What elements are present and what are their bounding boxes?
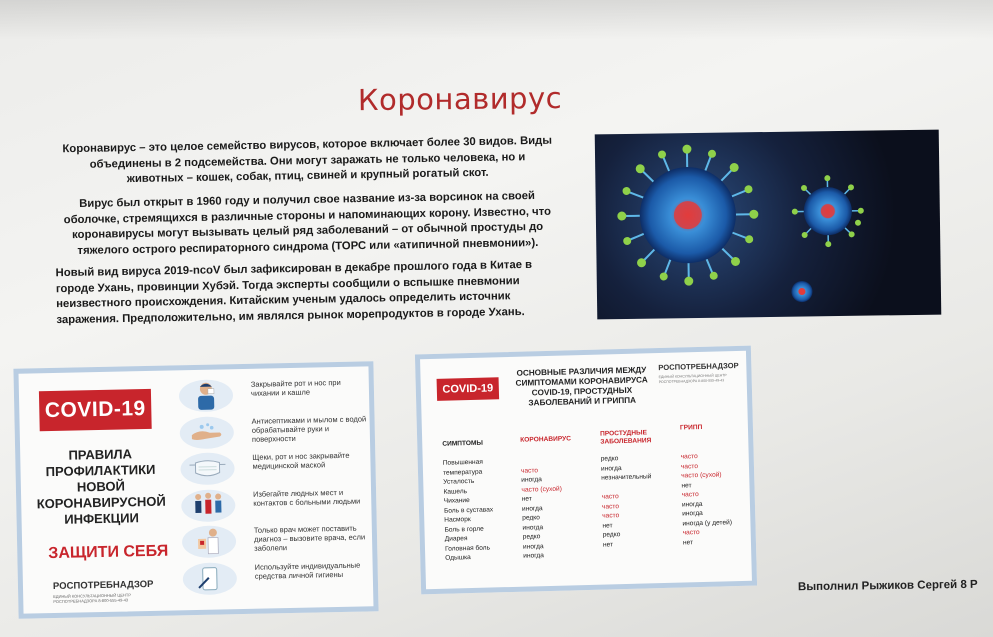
hygiene-icon	[183, 562, 238, 595]
symptoms-table-card	[415, 346, 757, 595]
table-cell: нет	[521, 495, 532, 503]
hand-wash-icon	[179, 416, 234, 449]
table-cell: иногда	[522, 523, 544, 532]
table-cell: нет	[682, 538, 694, 546]
table-cell: часто	[601, 493, 619, 501]
tip-text: Используйте индивидуальные средства личной гигиены	[254, 560, 361, 581]
table-cell: часто (сухой)	[681, 471, 722, 480]
table-cell: Чихание	[443, 497, 470, 505]
virus-icon	[595, 130, 942, 320]
table-body	[443, 451, 746, 563]
protect-yourself-label: ЗАЩИТИ СЕБЯ	[48, 542, 169, 563]
paragraph-2: Вирус был открыт в 1960 году и получил свое название из-за ворсинок на своей оболочке, стремящихся в различные стороны и напоминающих корону. Известно, что коронавирусы могут вызывать целый ряд заболеваний – от обычной простуды до тяжелого острого респираторного синдрома (ТОРС или «атипичной пневмонии»).	[63, 190, 552, 257]
tips-list	[179, 374, 374, 597]
table-cell: Усталость	[443, 477, 475, 486]
table-cell: Кашель	[443, 487, 468, 496]
tip-item	[179, 411, 370, 451]
tip-item	[182, 557, 373, 597]
table-cell: Одышка	[445, 554, 471, 562]
tip-text: Антисептиками и мылом с водой обрабатывайте руки и поверхности	[251, 413, 367, 444]
cough-icon	[179, 379, 234, 412]
org-subtitle: ЕДИНЫЙ КОНСУЛЬТАЦИОННЫЙ ЦЕНТР РОСПОТРЕБНАДЗОРА 8-800-555-49-43	[658, 373, 727, 384]
tip-item	[180, 447, 371, 487]
table-cell: иногда	[522, 542, 544, 551]
org-subtitle: ЕДИНЫЙ КОНСУЛЬТАЦИОННЫЙ ЦЕНТР РОСПОТРЕБНАДЗОРА 8-800-555-49-43	[53, 592, 132, 605]
header-symptoms: СИМПТОМЫ	[442, 439, 484, 448]
page-title: Коронавирус	[357, 80, 563, 118]
table-cell: Боль в суставах	[443, 505, 494, 515]
tip-item	[182, 520, 373, 560]
author-signature: Выполнил Рыжиков Сергей 8 Р	[797, 578, 978, 594]
tip-text: Закрывайте рот и нос при чихании и кашле	[250, 377, 341, 398]
table-cell: часто	[601, 502, 620, 511]
virus-illustration	[595, 130, 942, 320]
rules-title: ПРАВИЛА ПРОФИЛАКТИКИ НОВОЙ КОРОНАВИРУСНОЙ ИНФЕКЦИИ	[36, 446, 166, 527]
table-cell: Головная боль	[444, 544, 491, 553]
covid-badge: COVID-19	[39, 389, 152, 431]
crowd-icon	[181, 489, 236, 522]
table-cell: незначительный	[601, 473, 652, 482]
tip-item	[181, 484, 372, 524]
table-cell: Повышенная	[442, 458, 483, 467]
table-cell: Диарея	[444, 535, 468, 543]
table-cell: часто	[681, 491, 699, 499]
tip-text: Только врач может поставить диагноз – вызовите врача, если заболели	[253, 523, 366, 553]
mask-icon	[180, 452, 235, 485]
table-cell: Насморк	[444, 516, 471, 524]
table-cell: иногда (у детей)	[682, 518, 733, 527]
tip-text: Щеки, рот и нос закрывайте медицинской маской	[252, 450, 350, 471]
prevention-poster	[13, 361, 378, 618]
paragraph-3: Новый вид вируса 2019-ncoV был зафиксирован в декабре прошлого года в Китае в городе Ухань, провинции Хубэй. Тогда эксперты сообщили о вспышке пневмонии неизвестного происхождения. Китайским ученым удалось определить источник заражения. Предположительно, им являлся рынок морепродуктов в городе Ухань.	[55, 258, 533, 326]
tip-text: Избегайте людных мест и контактов с больными людьми	[252, 487, 361, 508]
header-flu: ГРИПП	[679, 423, 703, 432]
table-cell: иногда	[521, 504, 543, 513]
table-cell: иногда	[600, 464, 622, 473]
paragraph-1: Коронавирус – это целое семейство вирусов, которое включает более 30 видов. Виды объединены в 2 подсемейства. Они могут заражать не только человека, но и животных – кошек, собак, птиц, свиней и крупный рогатый скот.	[62, 134, 553, 186]
table-cell: часто	[602, 512, 620, 520]
table-cell: редко	[602, 531, 621, 539]
table-cell: редко	[522, 514, 540, 522]
tip-item	[179, 374, 370, 414]
top-shadow	[0, 0, 993, 40]
table-cell: нет	[681, 481, 692, 490]
table-cell: иногда	[681, 500, 703, 508]
table-cell: часто	[520, 466, 539, 475]
table-cell: температура	[442, 468, 483, 477]
table-cell: иногда	[521, 476, 542, 484]
table-cell: часто	[680, 462, 699, 471]
covid-badge: COVID-19	[437, 377, 500, 401]
table-cell: иногда	[682, 509, 703, 518]
org-name: РОСПОТРЕБНАДЗОР	[658, 360, 739, 373]
header-cold: ПРОСТУДНЫЕ ЗАБОЛЕВАНИЯ	[599, 429, 652, 446]
table-title: ОСНОВНЫЕ РАЗЛИЧИЯ МЕЖДУ СИМПТОМАМИ КОРОНАВИРУСА COVID-19, ПРОСТУДНЫХ ЗАБОЛЕВАНИЙ И ГРИППА	[515, 365, 648, 408]
table-cell: нет	[602, 521, 613, 530]
org-name: РОСПОТРЕБНАДЗОР	[52, 578, 154, 593]
table-cell: редко	[600, 455, 619, 463]
table-cell: Боль в горле	[444, 525, 484, 534]
doctor-icon	[182, 525, 237, 558]
table-cell: нет	[602, 540, 614, 549]
header-coronavirus: КОРОНАВИРУС	[520, 435, 572, 444]
table-cell: часто	[680, 453, 698, 461]
table-cell: часто (сухой)	[521, 485, 562, 494]
table-cell: часто	[682, 529, 700, 537]
table-cell: иногда	[523, 552, 544, 560]
table-cell: редко	[522, 533, 541, 541]
